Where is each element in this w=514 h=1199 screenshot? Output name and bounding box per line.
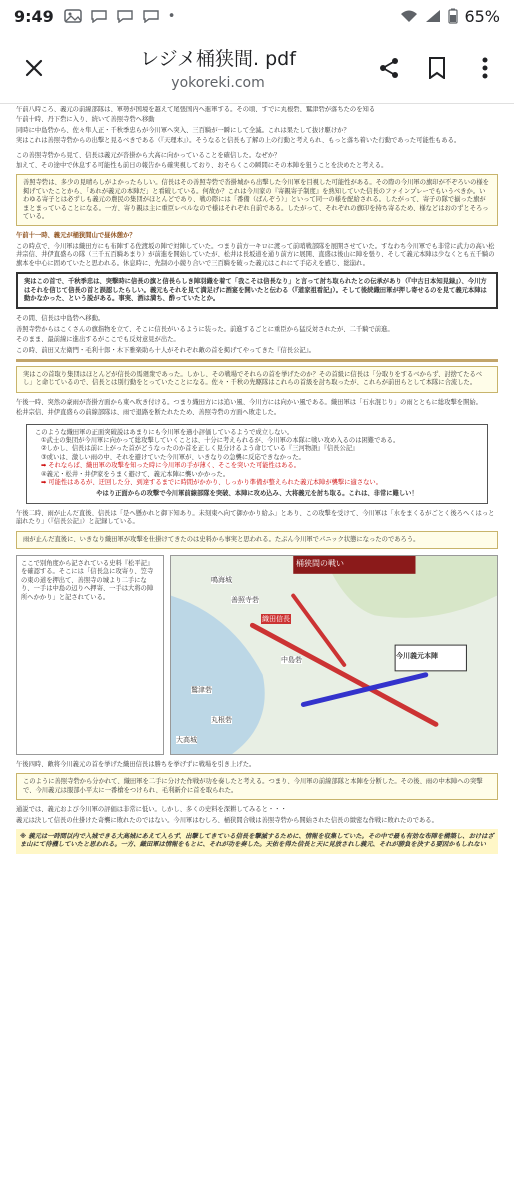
document-title: レジメ桶狭間. pdf	[140, 48, 296, 70]
note-box: 実はこの首取り集団はほとんどが信長の馬廻衆であった。しかし、その戦場でそれらの首を挙げたのか？その首級に信長は「分取りをするべからず、討捨てたるべし」と命じているので、信長とは別行動をとっていたことになる。佐々・千秋の先駆隊はこれらの首級を討ち取ったが、これらが前田らとして本隊に合流した。	[16, 366, 498, 393]
more-menu-button[interactable]	[470, 53, 500, 83]
more-vert-icon	[482, 57, 488, 79]
bookmark-button[interactable]	[422, 53, 452, 83]
map-title: 桶狭間の戦い	[296, 559, 344, 569]
doc-paragraph: 松井宗信、井伊直盛らの前線部隊は、雨で退路を断たれたため、善照寺砦の方面へ敗走した。	[16, 409, 281, 417]
doc-paragraph: 実はこれは善照寺砦からの出撃と見るべきである（『天理本』）。そうなると信長も了解の上の行動と考えられ、もっと落ち着いた行動であった可能性もある。	[16, 137, 461, 145]
conclusion-box: ※ 義元は一時間以内で入城できる大高城にあえて入らず、出撃してきている信長を撃滅するために、情報を収集していた。その中で最も有効な布陣を構築し、おけはざま山にて待機していたと思われる。一方、織田軍は情報をもとに、それが功を奏した。天佑を得た信長と天に見放されし義元、それが勝負を決する要因かもしれない	[16, 829, 498, 854]
app-bar	[0, 32, 514, 104]
doc-paragraph: 午後四時、敵将今川義元の首を挙げた織田信長は勝ちを挙げずに戦場を引き上げた。	[16, 761, 256, 769]
note-box: 雨が止んだ直後に、いきなり織田軍が攻撃を仕掛けてきたのは史料から事実と思われる。たぶん今川軍でパニック状態になったのであろう。	[16, 531, 498, 549]
doc-paragraph: 午前十時、丹下砦に入り、続いて善照寺砦へ移動	[16, 116, 155, 124]
section-divider	[16, 359, 498, 362]
map-section	[16, 555, 498, 755]
list-item: ④義元・松井・井伊家をうまく避けて、義元本陣に襲いかかった。	[41, 470, 230, 478]
doc-paragraph: この時点で、今川軍は織田方にも布陣する佐渡坂の陣で対陣していた。つまり前方一キロに渡って前哨戦部隊を展開させていた。すなわち今川軍でも非常に武力の高い松井宗信、井伊直盛らの隊（三千五百騎あまり）が前進を開始していたが、松井は長坂道を通り前方に展開、直盛は後山に陣を張り、そして義元本陣は少なくとも五千騎の旗本を中心に固めていたと思われる。休息時に、先制の小競り合いで三百騎を破った義元はこれにて手応えを感じ、総崩れ。	[16, 242, 495, 267]
close-icon	[25, 59, 43, 77]
battery-percent: 65%	[464, 6, 500, 26]
status-time: 9:49	[14, 6, 54, 26]
doc-paragraph: 午後二時、雨が止んだ直後、信長は「是へ懸かれと御下知あり。未刻東へ向て御かかり給ふ」とあり、この攻撃を受けて、今川軍は「水をまくるがごとく後ろへくはっと崩れたり」（『信長公記』）と記録している。	[16, 509, 495, 526]
chat-icon-2	[116, 9, 134, 23]
chat-icon	[90, 9, 108, 23]
notification-icons	[64, 9, 176, 24]
map-label: 善照寺砦	[231, 596, 259, 605]
list-item: ➡ 可能性はあるが、迂回した分、到達するまでに時間がかかり、しっかり準備が整えられた義元本陣が襲撃に適さない。	[41, 479, 383, 486]
map-label: 織田信長	[262, 615, 290, 624]
map-label: 中島砦	[281, 656, 302, 665]
app-actions	[374, 53, 500, 83]
analysis-list-box	[26, 424, 488, 504]
map-label: 今川義元本陣	[396, 652, 438, 661]
list-item: ③或いは、激しい雨の中、それを避けていた今川軍が、いきなりの急襲に反応できなかった。	[41, 453, 305, 461]
close-button[interactable]	[6, 40, 62, 96]
status-bar	[0, 0, 514, 32]
doc-paragraph: 義元は決して信長の仕掛けた奇襲に敗れたのではない。今川軍はむしろ、桶狭間合戦は善照寺砦から開始された信長の緻密な作戦に敗れたのである。	[16, 816, 438, 824]
signal-icon	[424, 9, 442, 23]
doc-paragraph: そのまま、最前線に進出するがここでも反対意見が出た。	[16, 336, 180, 344]
map-caption: ここで別角度から記されている史料『松平記』を確認する。そこには「信長急に攻寄り、笠寺の東の道を押出て、善照寺の城より二手になり、一手は中島の辺りへ押寄、一手は大将の陣所へかかり」と記されている。	[16, 555, 164, 755]
list-item: ②しかし、信長は前に上がった首がどうなったのか首を正しく見分けるよう命じている『三河物語』『信長公記』	[41, 445, 359, 453]
list-item: ①武士の集団が今川軍に向かって総攻撃していくことは、十分に考えられるが、今川軍の本隊に戦い攻め入るのは困難である。	[41, 436, 400, 444]
doc-paragraph: 午前八時ころ、義元の前線部隊は、軍勢が国境を越えて尾張国内へ進軍する。その頃、すでに丸根砦、鷲津砦が落ちたのを知る	[16, 106, 376, 113]
title-area	[62, 44, 374, 91]
battery-icon	[448, 8, 458, 24]
document-url: yokoreki.com	[171, 75, 265, 91]
note-box: 善照寺砦は、多少の見晴らしがよかったらしい。信長はその善照寺砦で沓掛城から出撃した今川軍を目視した可能性がある。その際の今川軍の旗印が不ぞろいの様を掲げていたことから、「あれが義元の本陣だ」と看破している。何故か？これは今川家の『寄親寄子制度』を熟知していた信長のファインプレーでもいうべきか。いわゆる寄子とは必ずしも義元の農民の集団がほとんどであり、戦の際には「番備（ばんぞう）」といって同一の様を配給される。したがって、寄子の隊で揃った旗がまとまっていることになる。一方、寄り親は主に重臣レベルなので様はそれぞれ自前である。したがって、それぞれの旗印を持ち寄るため、様などはおのずとそろっている。	[16, 174, 498, 226]
highlight-box: 実はこの首で、千秋季忠は、突撃時に信長の旗と信長らしき陣羽織を着て「我こそは信長なり」と言って討ち取られたとの伝承があり（『中古日本知見録』）、今川方はそれを信じて信長の首と誤認したらしい。義元もそれを見て満足げに酒宴を開いたと伝わる（『道家祖看記』）。そして後続織田軍が押し寄せるのを見て義元本陣は動かなかった、という説がある。事実、酒は満ち、酔っていたとか。	[16, 272, 498, 309]
list-item: ➡ それならば、織田軍の攻撃を知った時に今川軍の手が薄く、そこを突いた可能性はある。	[41, 462, 301, 470]
doc-paragraph: 善照寺砦からはこくさんの旗指物を立て、そこに信長がいるように装った。前進するごとに重臣から猛反対されたが、二千騎で前進。	[16, 325, 394, 333]
doc-paragraph: 通説では、義元および今川軍の評価は非常に低い。しかし、多くの史料を深耕してみると・・・	[16, 806, 287, 814]
doc-paragraph: 同時に中島砦から、佐々隼人正・千秋季忠らが今川軍へ突入、三百騎が一瞬にして全滅。これは果たして抜け駆けか？	[16, 126, 350, 134]
map-label: 大高城	[176, 736, 197, 745]
share-button[interactable]	[374, 53, 404, 83]
wifi-icon	[400, 9, 418, 23]
bookmark-icon	[428, 57, 446, 79]
chat-icon-3	[142, 9, 160, 23]
share-icon	[378, 57, 400, 79]
map-label: 鳴海城	[211, 576, 232, 585]
doc-paragraph: この善照寺砦から見て、信長は義元が沓掛から大高に向かっていることを確信した。なぜか？	[16, 151, 281, 159]
note-box: このように善照寺砦から分かれて、織田軍を二手に分けた作戦が功を奏したと考える。つまり、今川軍の前線部隊と本陣を分断した。その後、雨の中本陣への突撃で、今川義元は服部小平太に一番槍をつけられ、毛利新介に首を取られた。	[16, 773, 498, 800]
photo-icon	[64, 9, 82, 23]
doc-paragraph: 午後一時、突然の豪雨が沓掛方面から東へ吹き付ける。つまり織田方には追い風、今川方には向かい風である。織田軍は「石水混じり」の雨とともに総攻撃を開始。	[16, 398, 482, 406]
map-label: 鷲津砦	[191, 686, 212, 695]
doc-paragraph: その間、信長は中島砦へ移動。	[16, 315, 105, 323]
doc-paragraph: 加えて、その途中で休息する可能性も前日の報告から確実視しており、おそらくこの瞬間にその本陣を狙うことを決めたと考える。	[16, 162, 388, 170]
list-footer: やはり正面からの攻撃で今川軍前線部隊を突破、本陣に攻め込み、大将義元を討ち取る。これは、非常に難しい！	[96, 490, 418, 498]
list-title: このような織田軍の正面突破説はあまりにも今川軍を過小評価しているようで成立しない。	[35, 428, 294, 436]
dot-icon: •	[167, 8, 176, 24]
battle-map	[170, 555, 498, 755]
pdf-page[interactable]	[16, 106, 498, 1199]
doc-paragraph: この時、前田又左衛門・毛利十郎・木下雅楽助ら十人がそれぞれ敵の首を掲げてやってきた『信長公記』。	[16, 346, 316, 354]
map-label: 丸根砦	[211, 716, 232, 725]
section-heading: 午前十一時、義元が桶狭間山で昼休憩か？	[16, 232, 136, 240]
